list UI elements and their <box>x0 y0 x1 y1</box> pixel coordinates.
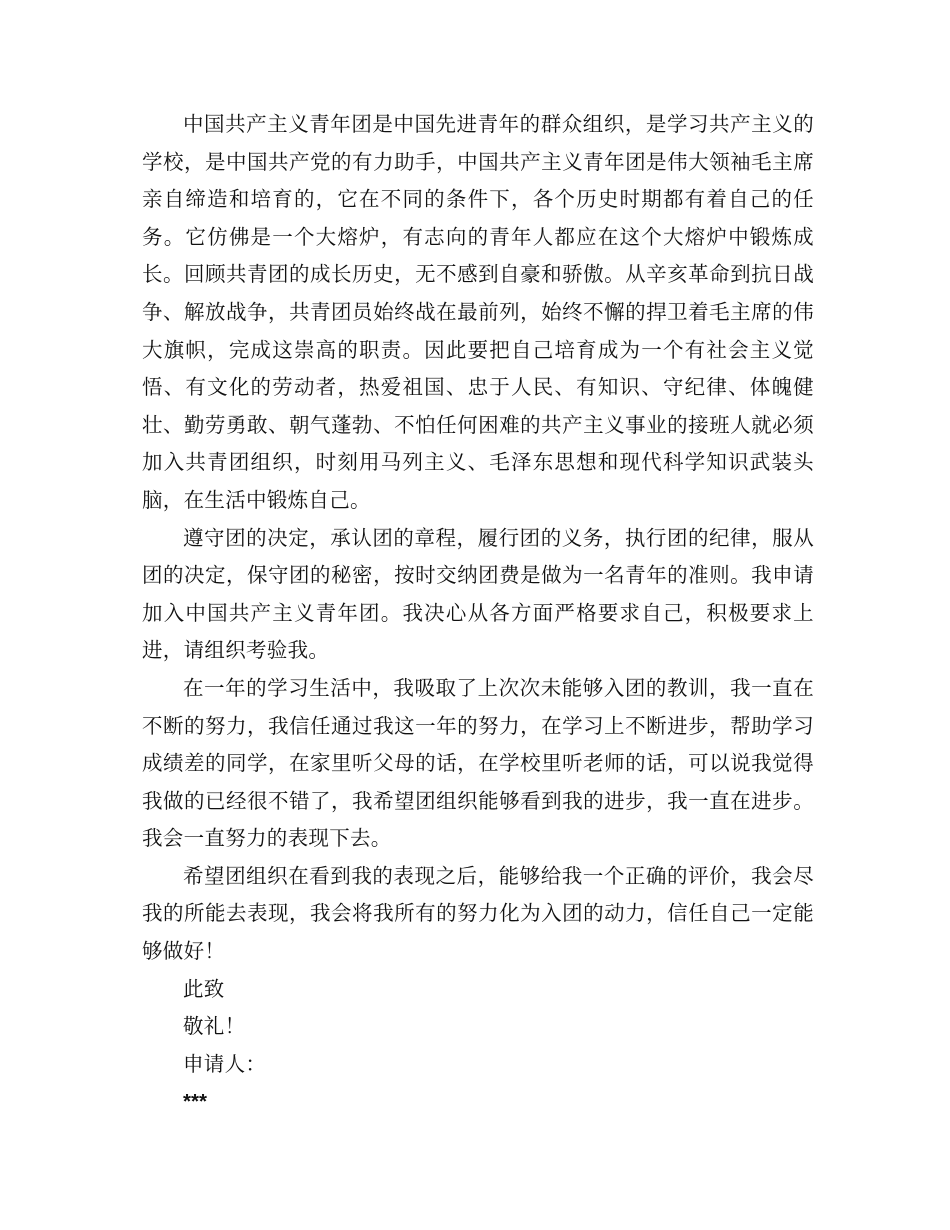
applicant-name: *** <box>183 1090 207 1114</box>
paragraph-4: 希望团组织在看到我的表现之后，能够给我一个正确的评价，我会尽我的所能去表现，我会将我所有的努力化为入团的动力，信任自己一定能够做好！ <box>142 863 814 964</box>
regards: 敬礼！ <box>183 1014 246 1039</box>
paragraph-2: 遵守团的决定，承认团的章程，履行团的义务，执行团的纪律，服从团的决定，保守团的秘密，按时交纳团费是做为一名青年的准则。我申请加入中国共产主义青年团。我决心从各方面严格要求自己，积极要求上进，请组织考验我。 <box>142 525 814 663</box>
paragraph-3: 在一年的学习生活中，我吸取了上次次未能够入团的教训，我一直在不断的努力，我信任通过我这一年的努力，在学习上不断进步，帮助学习成绩差的同学，在家里听父母的话，在学校里听老师的话，可以说我觉得我做的已经很不错了，我希望团组织能够看到我的进步，我一直在进步。我会一直努力的表现下去。 <box>142 675 814 851</box>
letter-body <box>142 106 814 1121</box>
applicant-label: 申请人： <box>183 1051 267 1076</box>
salutation: 此致 <box>183 976 225 1001</box>
paragraph-1: 中国共产主义青年团是中国先进青年的群众组织，是学习共产主义的学校，是中国共产党的有力助手，中国共产主义青年团是伟大领袖毛主席亲自缔造和培育的，它在不同的条件下，各个历史时期都有着自己的任务。它仿佛是一个大熔炉，有志向的青年人都应在这个大熔炉中锻炼成长。回顾共青团的成长历史，无不感到自豪和骄傲。从辛亥革命到抗日战争、解放战争，共青团员始终战在最前列，始终不懈的捍卫着毛主席的伟大旗帜，完成这崇高的职责。因此要把自己培育成为一个有社会主义觉悟、有文化的劳动者，热爱祖国、忠于人民、有知识、守纪律、体魄健壮、勤劳勇敢、朝气蓬勃、不怕任何困难的共产主义事业的接班人就必须加入共青团组织，时刻用马列主义、毛泽东思想和现代科学知识武装头脑，在生活中锻炼自己。 <box>142 112 814 512</box>
